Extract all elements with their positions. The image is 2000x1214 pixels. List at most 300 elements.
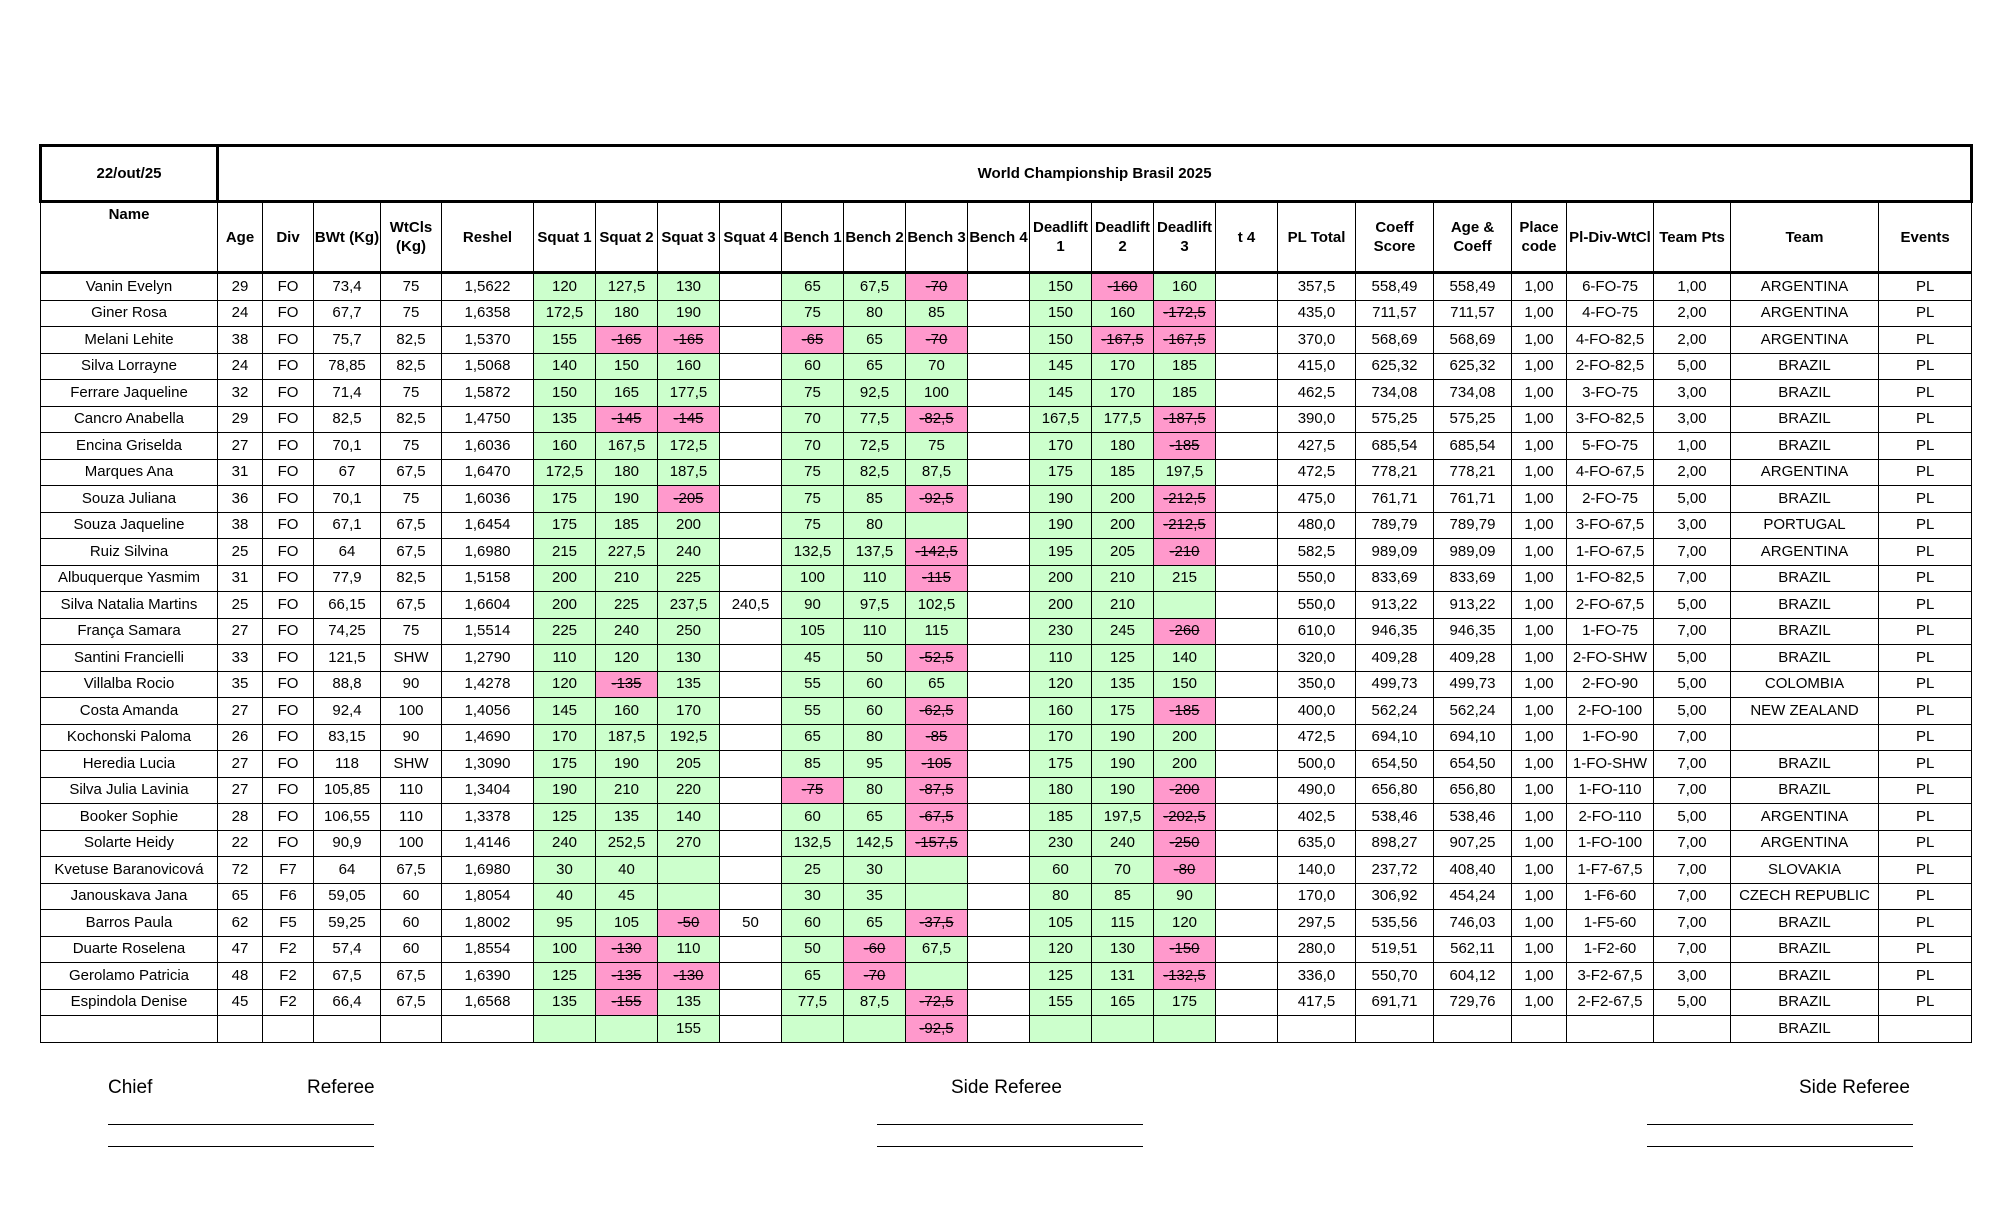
cell-reshel: 1,3090: [442, 751, 534, 778]
cell-bodyweight: 67,1: [314, 512, 381, 539]
table-row: [41, 883, 1972, 910]
cell-bench-3: -105: [906, 751, 968, 778]
cell-div: FO: [263, 751, 314, 778]
cell-bench-3: 102,5: [906, 592, 968, 619]
cell-bench-2: 85: [844, 486, 906, 513]
cell-pl-total: 357,5: [1278, 273, 1356, 301]
header-age: Age: [218, 202, 263, 273]
cell-squat-3: 130: [658, 273, 720, 301]
cell-age: 28: [218, 804, 263, 831]
cell-team-points: 5,00: [1654, 989, 1731, 1016]
cell-bench-2: 110: [844, 618, 906, 645]
cell-squat-3: 135: [658, 989, 720, 1016]
cell-weight-class: SHW: [381, 751, 442, 778]
cell-weight-class: 110: [381, 777, 442, 804]
cell-team-points: 5,00: [1654, 671, 1731, 698]
cell-coeff-score: 575,25: [1356, 406, 1434, 433]
cell-reshel: 1,8002: [442, 910, 534, 937]
cell-place-div-class: 2-F2-67,5: [1567, 989, 1654, 1016]
cell-team-points: 5,00: [1654, 698, 1731, 725]
cell-bench-1: 77,5: [782, 989, 844, 1016]
header-team: Team: [1731, 202, 1879, 273]
cell-team: BRAZIL: [1731, 910, 1879, 937]
cell-place-code: 1,00: [1512, 751, 1567, 778]
cell-place-div-class: 1-F7-67,5: [1567, 857, 1654, 884]
cell-place-code: 1,00: [1512, 327, 1567, 354]
cell-bench-1: 75: [782, 300, 844, 327]
cell-age-coeff: 694,10: [1434, 724, 1512, 751]
table-row: [41, 327, 1972, 354]
cell-squat-3: 177,5: [658, 380, 720, 407]
cell-bench-2: 95: [844, 751, 906, 778]
cell-place-div-class: 1-F6-60: [1567, 883, 1654, 910]
cell-bench-2: 80: [844, 777, 906, 804]
cell-place-code: 1,00: [1512, 565, 1567, 592]
table-row: [41, 936, 1972, 963]
cell-div: FO: [263, 486, 314, 513]
cell-squat-1: 155: [534, 327, 596, 354]
table-row: [41, 300, 1972, 327]
header-bench-2: Bench 2: [844, 202, 906, 273]
cell-bench-4: [968, 539, 1030, 566]
cell-team-points: 7,00: [1654, 857, 1731, 884]
cell-squat-2: 225: [596, 592, 658, 619]
cell-team: BRAZIL: [1731, 380, 1879, 407]
cell-age-coeff: 654,50: [1434, 751, 1512, 778]
table-row: [41, 433, 1972, 460]
cell-squat-4: [720, 353, 782, 380]
cell-squat-4: [720, 724, 782, 751]
side-referee-signature-line-2: [877, 1146, 1143, 1147]
cell-bench-4: [968, 300, 1030, 327]
cell-squat-1: 200: [534, 592, 596, 619]
cell-bench-2: 80: [844, 724, 906, 751]
cell-age-coeff: 538,46: [1434, 804, 1512, 831]
table-row: [41, 963, 1972, 990]
cell-name: Kvetuse Baranovicová: [41, 857, 218, 884]
cell-squat-2: -145: [596, 406, 658, 433]
cell-squat-1: [534, 1016, 596, 1043]
header-deadlift-3: Deadlift 3: [1154, 202, 1216, 273]
cell-div: FO: [263, 406, 314, 433]
cell-squat-2: 160: [596, 698, 658, 725]
cell-deadlift-1: 145: [1030, 380, 1092, 407]
cell-coeff-score: 789,79: [1356, 512, 1434, 539]
cell-age: 27: [218, 751, 263, 778]
cell-squat-4: [720, 671, 782, 698]
cell-bench-1: 60: [782, 804, 844, 831]
cell-reshel: 1,6568: [442, 989, 534, 1016]
cell-reshel: 1,8554: [442, 936, 534, 963]
cell-coeff-score: 761,71: [1356, 486, 1434, 513]
cell-squat-1: 140: [534, 353, 596, 380]
cell-place-code: 1,00: [1512, 645, 1567, 672]
cell-div: FO: [263, 512, 314, 539]
cell-age-coeff: [1434, 1016, 1512, 1043]
cell-reshel: 1,6470: [442, 459, 534, 486]
cell-events: PL: [1879, 963, 1972, 990]
cell-pl-total: 140,0: [1278, 857, 1356, 884]
cell-weight-class: 60: [381, 910, 442, 937]
cell-squat-1: 200: [534, 565, 596, 592]
cell-squat-2: 190: [596, 751, 658, 778]
cell-bench-1: 70: [782, 406, 844, 433]
cell-div: F2: [263, 936, 314, 963]
cell-place-div-class: 1-FO-110: [1567, 777, 1654, 804]
cell-bodyweight: 106,55: [314, 804, 381, 831]
cell-weight-class: 67,5: [381, 592, 442, 619]
cell-name: Heredia Lucia: [41, 751, 218, 778]
cell-deadlift-3: 215: [1154, 565, 1216, 592]
cell-deadlift-3: 120: [1154, 910, 1216, 937]
cell-bench-1: 70: [782, 433, 844, 460]
cell-squat-4: [720, 300, 782, 327]
header-squat-1: Squat 1: [534, 202, 596, 273]
cell-bench-3: -52,5: [906, 645, 968, 672]
cell-bench-1: 75: [782, 459, 844, 486]
cell-deadlift-2: 170: [1092, 380, 1154, 407]
cell-deadlift-2: 240: [1092, 830, 1154, 857]
cell-bench-1: 75: [782, 512, 844, 539]
cell-team: BRAZIL: [1731, 989, 1879, 1016]
cell-bodyweight: 67,5: [314, 963, 381, 990]
cell-team-points: 7,00: [1654, 565, 1731, 592]
cell-deadlift-3: -80: [1154, 857, 1216, 884]
cell-coeff-score: 237,72: [1356, 857, 1434, 884]
cell-bench-4: [968, 273, 1030, 301]
cell-coeff-score: 898,27: [1356, 830, 1434, 857]
cell-age: 22: [218, 830, 263, 857]
cell-age: 25: [218, 592, 263, 619]
cell-deadlift-4: [1216, 804, 1278, 831]
cell-name: Melani Lehite: [41, 327, 218, 354]
cell-place-div-class: 1-FO-75: [1567, 618, 1654, 645]
cell-age: 24: [218, 300, 263, 327]
cell-place-code: 1,00: [1512, 300, 1567, 327]
cell-bench-2: 87,5: [844, 989, 906, 1016]
table-row: [41, 565, 1972, 592]
cell-deadlift-3: 185: [1154, 380, 1216, 407]
cell-coeff-score: 778,21: [1356, 459, 1434, 486]
cell-squat-2: -165: [596, 327, 658, 354]
table-row: [41, 406, 1972, 433]
cell-squat-2: -135: [596, 671, 658, 698]
cell-squat-1: 215: [534, 539, 596, 566]
cell-deadlift-3: [1154, 592, 1216, 619]
cell-bench-2: 72,5: [844, 433, 906, 460]
cell-name: Ruiz Silvina: [41, 539, 218, 566]
cell-team-points: 5,00: [1654, 592, 1731, 619]
cell-deadlift-1: 145: [1030, 353, 1092, 380]
cell-weight-class: 82,5: [381, 406, 442, 433]
cell-place-div-class: 4-FO-82,5: [1567, 327, 1654, 354]
cell-squat-1: 240: [534, 830, 596, 857]
cell-reshel: 1,4146: [442, 830, 534, 857]
cell-events: PL: [1879, 645, 1972, 672]
cell-team-points: 3,00: [1654, 380, 1731, 407]
cell-coeff-score: 711,57: [1356, 300, 1434, 327]
table-row: [41, 353, 1972, 380]
cell-bench-3: -82,5: [906, 406, 968, 433]
cell-place-div-class: 2-FO-75: [1567, 486, 1654, 513]
cell-deadlift-1: 170: [1030, 433, 1092, 460]
cell-reshel: 1,6980: [442, 539, 534, 566]
cell-bench-3: -92,5: [906, 486, 968, 513]
header-events: Events: [1879, 202, 1972, 273]
cell-pl-total: 550,0: [1278, 565, 1356, 592]
cell-reshel: 1,5514: [442, 618, 534, 645]
cell-squat-3: -50: [658, 910, 720, 937]
cell-events: PL: [1879, 910, 1972, 937]
cell-team-points: 1,00: [1654, 433, 1731, 460]
cell-bench-1: -65: [782, 327, 844, 354]
cell-pl-total: 417,5: [1278, 989, 1356, 1016]
header-coeff-score: Coeff Score: [1356, 202, 1434, 273]
cell-bodyweight: 90,9: [314, 830, 381, 857]
cell-place-code: 1,00: [1512, 406, 1567, 433]
cell-age-coeff: 604,12: [1434, 963, 1512, 990]
cell-deadlift-2: 115: [1092, 910, 1154, 937]
cell-place-code: 1,00: [1512, 459, 1567, 486]
header-bodyweight: BWt (Kg): [314, 202, 381, 273]
cell-bench-1: 105: [782, 618, 844, 645]
cell-deadlift-3: [1154, 1016, 1216, 1043]
cell-reshel: 1,5370: [442, 327, 534, 354]
cell-bench-2: 92,5: [844, 380, 906, 407]
cell-squat-4: [720, 512, 782, 539]
cell-bench-2: 137,5: [844, 539, 906, 566]
cell-squat-1: 120: [534, 671, 596, 698]
cell-team-points: 7,00: [1654, 618, 1731, 645]
cell-bench-3: [906, 963, 968, 990]
cell-age-coeff: 568,69: [1434, 327, 1512, 354]
cell-squat-3: 170: [658, 698, 720, 725]
cell-deadlift-2: 85: [1092, 883, 1154, 910]
cell-squat-2: 127,5: [596, 273, 658, 301]
cell-squat-2: -155: [596, 989, 658, 1016]
cell-deadlift-2: 190: [1092, 777, 1154, 804]
cell-pl-total: 297,5: [1278, 910, 1356, 937]
cell-squat-3: 110: [658, 936, 720, 963]
cell-deadlift-4: [1216, 830, 1278, 857]
cell-deadlift-4: [1216, 459, 1278, 486]
cell-weight-class: 75: [381, 486, 442, 513]
cell-bodyweight: 66,15: [314, 592, 381, 619]
cell-bench-1: 25: [782, 857, 844, 884]
cell-place-code: 1,00: [1512, 724, 1567, 751]
cell-deadlift-4: [1216, 618, 1278, 645]
cell-deadlift-1: 200: [1030, 592, 1092, 619]
cell-team-points: 7,00: [1654, 883, 1731, 910]
cell-squat-1: 125: [534, 804, 596, 831]
header-deadlift-4: t 4: [1216, 202, 1278, 273]
cell-pl-total: 400,0: [1278, 698, 1356, 725]
cell-bench-2: [844, 1016, 906, 1043]
cell-bench-2: 97,5: [844, 592, 906, 619]
header-squat-2: Squat 2: [596, 202, 658, 273]
cell-weight-class: 82,5: [381, 565, 442, 592]
cell-bodyweight: [314, 1016, 381, 1043]
cell-deadlift-1: 155: [1030, 989, 1092, 1016]
cell-events: PL: [1879, 300, 1972, 327]
cell-squat-4: [720, 751, 782, 778]
cell-bodyweight: 67: [314, 459, 381, 486]
cell-weight-class: 67,5: [381, 539, 442, 566]
header-row: [41, 202, 1972, 273]
cell-bodyweight: 71,4: [314, 380, 381, 407]
cell-div: FO: [263, 300, 314, 327]
cell-bench-4: [968, 406, 1030, 433]
cell-place-div-class: 2-FO-90: [1567, 671, 1654, 698]
cell-weight-class: 75: [381, 380, 442, 407]
cell-bodyweight: 59,25: [314, 910, 381, 937]
cell-pl-total: 475,0: [1278, 486, 1356, 513]
cell-events: PL: [1879, 406, 1972, 433]
cell-events: PL: [1879, 804, 1972, 831]
cell-deadlift-1: 175: [1030, 751, 1092, 778]
cell-age: 38: [218, 512, 263, 539]
results-table: [39, 144, 1973, 1043]
cell-bench-1: 60: [782, 910, 844, 937]
cell-team: ARGENTINA: [1731, 273, 1879, 301]
cell-place-div-class: 5-FO-75: [1567, 433, 1654, 460]
cell-name: Ferrare Jaqueline: [41, 380, 218, 407]
cell-deadlift-4: [1216, 777, 1278, 804]
cell-reshel: 1,5068: [442, 353, 534, 380]
cell-deadlift-2: 175: [1092, 698, 1154, 725]
cell-name: Duarte Roselena: [41, 936, 218, 963]
cell-weight-class: [381, 1016, 442, 1043]
cell-place-div-class: 1-FO-100: [1567, 830, 1654, 857]
cell-place-code: 1,00: [1512, 883, 1567, 910]
cell-bench-3: -67,5: [906, 804, 968, 831]
cell-deadlift-1: 105: [1030, 910, 1092, 937]
cell-pl-total: 350,0: [1278, 671, 1356, 698]
cell-bench-3: 65: [906, 671, 968, 698]
table-row: [41, 1016, 1972, 1043]
cell-bench-2: 142,5: [844, 830, 906, 857]
cell-bench-3: 87,5: [906, 459, 968, 486]
cell-deadlift-2: 210: [1092, 565, 1154, 592]
cell-squat-4: [720, 406, 782, 433]
cell-deadlift-4: [1216, 1016, 1278, 1043]
cell-age-coeff: 907,25: [1434, 830, 1512, 857]
cell-pl-total: 170,0: [1278, 883, 1356, 910]
cell-bodyweight: 66,4: [314, 989, 381, 1016]
cell-bench-2: 50: [844, 645, 906, 672]
cell-deadlift-1: [1030, 1016, 1092, 1043]
cell-age: 36: [218, 486, 263, 513]
cell-pl-total: 402,5: [1278, 804, 1356, 831]
cell-age: 47: [218, 936, 263, 963]
cell-deadlift-4: [1216, 698, 1278, 725]
cell-deadlift-2: -167,5: [1092, 327, 1154, 354]
cell-place-code: 1,00: [1512, 486, 1567, 513]
cell-deadlift-1: 230: [1030, 618, 1092, 645]
cell-coeff-score: 558,49: [1356, 273, 1434, 301]
cell-bench-2: 110: [844, 565, 906, 592]
cell-squat-3: 250: [658, 618, 720, 645]
header-bench-4: Bench 4: [968, 202, 1030, 273]
cell-div: F2: [263, 989, 314, 1016]
cell-pl-total: 480,0: [1278, 512, 1356, 539]
cell-div: FO: [263, 830, 314, 857]
cell-age: [218, 1016, 263, 1043]
cell-place-code: 1,00: [1512, 963, 1567, 990]
cell-squat-3: 190: [658, 300, 720, 327]
cell-events: [1879, 1016, 1972, 1043]
cell-bench-1: 65: [782, 724, 844, 751]
cell-squat-4: [720, 698, 782, 725]
cell-deadlift-3: -132,5: [1154, 963, 1216, 990]
cell-reshel: 1,6036: [442, 433, 534, 460]
cell-bodyweight: 59,05: [314, 883, 381, 910]
cell-age-coeff: 789,79: [1434, 512, 1512, 539]
cell-age: 38: [218, 327, 263, 354]
cell-place-code: 1,00: [1512, 671, 1567, 698]
cell-bench-3: -87,5: [906, 777, 968, 804]
cell-place-div-class: 4-FO-75: [1567, 300, 1654, 327]
cell-place-code: 1,00: [1512, 698, 1567, 725]
cell-coeff-score: 306,92: [1356, 883, 1434, 910]
cell-squat-1: 135: [534, 989, 596, 1016]
cell-squat-3: 220: [658, 777, 720, 804]
cell-bench-4: [968, 433, 1030, 460]
cell-deadlift-4: [1216, 300, 1278, 327]
cell-bench-3: 70: [906, 353, 968, 380]
cell-events: PL: [1879, 618, 1972, 645]
cell-bench-2: -60: [844, 936, 906, 963]
cell-coeff-score: 562,24: [1356, 698, 1434, 725]
cell-deadlift-4: [1216, 380, 1278, 407]
cell-bodyweight: 70,1: [314, 433, 381, 460]
cell-coeff-score: 685,54: [1356, 433, 1434, 460]
cell-age: 45: [218, 989, 263, 1016]
cell-bench-1: 132,5: [782, 830, 844, 857]
cell-team: ARGENTINA: [1731, 804, 1879, 831]
cell-place-code: 1,00: [1512, 539, 1567, 566]
cell-div: FO: [263, 273, 314, 301]
cell-deadlift-3: 197,5: [1154, 459, 1216, 486]
side-referee-label: Side Referee: [951, 1077, 1062, 1098]
cell-deadlift-1: 195: [1030, 539, 1092, 566]
cell-bench-3: -70: [906, 273, 968, 301]
cell-bench-2: 65: [844, 804, 906, 831]
cell-age-coeff: 499,73: [1434, 671, 1512, 698]
cell-events: PL: [1879, 857, 1972, 884]
cell-deadlift-2: 131: [1092, 963, 1154, 990]
table-row: [41, 777, 1972, 804]
cell-events: PL: [1879, 539, 1972, 566]
cell-team: BRAZIL: [1731, 1016, 1879, 1043]
cell-name: Janouskava Jana: [41, 883, 218, 910]
cell-reshel: 1,2790: [442, 645, 534, 672]
cell-age-coeff: 778,21: [1434, 459, 1512, 486]
cell-age-coeff: 562,11: [1434, 936, 1512, 963]
cell-deadlift-3: -200: [1154, 777, 1216, 804]
cell-deadlift-4: [1216, 592, 1278, 619]
cell-squat-2: 150: [596, 353, 658, 380]
cell-squat-1: 175: [534, 512, 596, 539]
cell-name: Booker Sophie: [41, 804, 218, 831]
cell-bench-4: [968, 777, 1030, 804]
cell-deadlift-2: 245: [1092, 618, 1154, 645]
cell-place-div-class: 6-FO-75: [1567, 273, 1654, 301]
cell-bench-1: 55: [782, 671, 844, 698]
cell-team: CZECH REPUBLIC: [1731, 883, 1879, 910]
cell-pl-total: 336,0: [1278, 963, 1356, 990]
cell-weight-class: 67,5: [381, 857, 442, 884]
